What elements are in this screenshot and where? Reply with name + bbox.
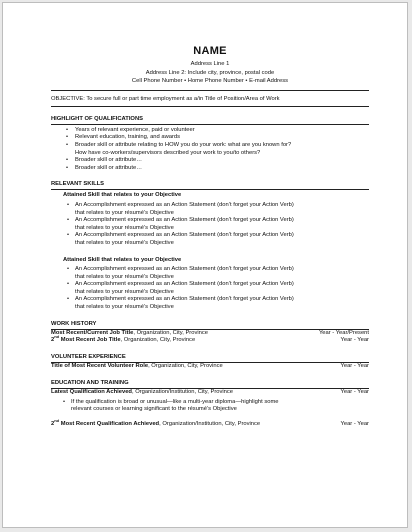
resume-content — [51, 45, 369, 429]
objective-text: OBJECTIVE: To secure full or part time employment as a/in Title of Position/Area of Work — [51, 95, 280, 102]
list-item: • An Accomplishment expressed as an Action Statement (don’t forget your Action Verb) that relates to your résumé’s Objective — [67, 281, 294, 295]
qualifications-divider — [51, 124, 369, 125]
resume-header — [51, 45, 369, 86]
list-item: • Relevant education, training, and awards — [66, 134, 181, 141]
contact-line: Cell Phone Number • Home Phone Number • E-mail Address — [131, 78, 289, 85]
list-item: • An Accomplishment expressed as an Action Statement (don’t forget your Action Verb) that relates to your résumé’s Objective — [67, 232, 294, 246]
bullet-icon: • — [67, 266, 70, 273]
resume-name: NAME — [193, 45, 227, 57]
education-notes — [51, 399, 369, 414]
qualifications-list — [51, 127, 369, 173]
education-row: 2nd Most Recent Qualification Achieved, Organization/Institution, City, Province Year - Year — [51, 418, 369, 428]
bullet-icon: • — [66, 141, 69, 148]
skills-title: RELEVANT SKILLS — [51, 181, 105, 188]
list-item: • An Accomplishment expressed as an Action Statement (don’t forget your Action Verb) that relates to your résumé’s Objective — [67, 266, 294, 280]
bullet-icon: • — [66, 164, 69, 171]
bullet-icon: • — [66, 126, 69, 133]
bullet-icon: • — [67, 281, 70, 288]
qualifications-title: HIGHLIGHT OF QUALIFICATIONS — [51, 115, 143, 122]
address-line-2: Address Line 2: Include city, province, postal code — [145, 69, 275, 76]
list-item: • Broader skill or attribute… — [66, 164, 143, 171]
list-item: • Broader skill or attribute relating to HOW you do your work: what are you known for? How have co-workers/supervisors described your work to you/to others? — [66, 141, 292, 156]
list-item: • An Accomplishment expressed as an Action Statement (don’t forget your Action Verb) that relates to your résumé’s Objective — [67, 296, 294, 311]
volunteer-title: VOLUNTEER EXPERIENCE — [51, 354, 126, 361]
bullet-icon: • — [63, 398, 66, 405]
volunteer-row: Title of Most Recent Volunteer Role, Organization, City, Province Year - Year — [51, 363, 369, 370]
bullet-icon: • — [67, 296, 70, 303]
address-line-1: Address Line 1 — [190, 61, 230, 67]
list-item: • An Accomplishment expressed as an Action Statement (don’t forget your Action Verb) that relates to your résumé’s Objective — [67, 217, 294, 231]
objective-divider — [51, 106, 369, 107]
education-row: Latest Qualification Achieved, Organization/Institution, City, Province Year - Year — [51, 389, 369, 396]
work-title: WORK HISTORY — [51, 320, 97, 327]
work-row: Most Recent/Current Job Title, Organization, City, Province Year - Year/Present — [51, 329, 369, 336]
skill-heading: Attained Skill that relates to your Objective — [63, 192, 182, 199]
list-item: • Years of relevant experience, paid or volunteer — [66, 126, 195, 133]
resume-page — [2, 2, 408, 528]
skills-divider — [51, 189, 369, 190]
bullet-icon: • — [67, 217, 70, 224]
skill-group-1-list — [51, 202, 369, 248]
list-item: • An Accomplishment expressed as an Action Statement (don’t forget your Action Verb) that relates to your résumé’s Objective — [67, 201, 294, 216]
bullet-icon: • — [67, 232, 70, 239]
skill-heading: Attained Skill that relates to your Objective — [63, 256, 182, 263]
bullet-icon: • — [66, 134, 69, 141]
work-row: 2nd Most Recent Job Title, Organization, City, Province Year - Year — [51, 334, 369, 344]
list-item: • If the qualification is broad or unusual—like a multi-year diploma—highlight some relevant courses or learning significant to the résumé’s Objective — [63, 398, 279, 413]
bullet-icon: • — [66, 157, 69, 164]
bullet-icon: • — [67, 201, 70, 208]
list-item: • Broader skill or attribute… — [66, 157, 143, 164]
skill-group-2-list — [51, 266, 369, 312]
education-title: EDUCATION AND TRAINING — [51, 380, 129, 387]
